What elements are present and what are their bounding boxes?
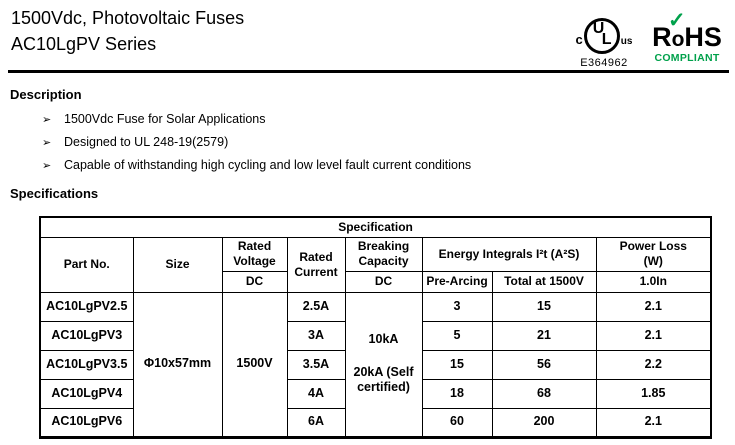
cell-rated-current: 4A bbox=[287, 379, 345, 408]
specification-table bbox=[39, 216, 712, 439]
cell-rated-voltage-merged: 1500V bbox=[222, 292, 287, 437]
rohs-letter-r: R bbox=[652, 22, 672, 52]
table-title-row bbox=[40, 217, 711, 237]
column-header-rated-current: Rated Current bbox=[287, 237, 345, 292]
specification-table-container bbox=[39, 216, 712, 439]
subheader-power-loss-1-0in: 1.0In bbox=[596, 271, 711, 292]
column-header-part-no: Part No. bbox=[40, 237, 133, 292]
ul-mark-row bbox=[570, 16, 638, 54]
cell-pre-arcing: 5 bbox=[422, 321, 492, 350]
list-item-text: Capable of withstanding high cycling and low level fault current conditions bbox=[64, 158, 472, 172]
cell-power-loss: 2.1 bbox=[596, 292, 711, 321]
subheader-rated-voltage-dc: DC bbox=[222, 271, 287, 292]
cell-pre-arcing: 18 bbox=[422, 379, 492, 408]
cell-pre-arcing: 15 bbox=[422, 350, 492, 379]
list-item-text: 1500Vdc Fuse for Solar Applications bbox=[64, 112, 266, 126]
rohs-letters-hs: HS bbox=[684, 22, 722, 52]
cell-pre-arcing: 60 bbox=[422, 408, 492, 437]
rohs-wordmark bbox=[651, 24, 723, 51]
list-item bbox=[0, 112, 471, 135]
title-divider bbox=[8, 70, 729, 73]
list-item bbox=[0, 158, 471, 181]
cell-power-loss: 2.2 bbox=[596, 350, 711, 379]
list-item-text: Designed to UL 248-19(2579) bbox=[64, 135, 229, 149]
specifications-heading: Specifications bbox=[10, 186, 99, 201]
ul-letter-l: L bbox=[601, 31, 612, 48]
column-header-size: Size bbox=[133, 237, 222, 292]
cell-part-no: AC10LgPV3 bbox=[40, 321, 133, 350]
column-header-power-loss bbox=[596, 237, 711, 271]
ul-logo-icon bbox=[584, 18, 620, 54]
table-header-row bbox=[40, 237, 711, 271]
description-list bbox=[0, 112, 471, 181]
table-row bbox=[40, 292, 711, 321]
rohs-certification-mark bbox=[651, 9, 723, 64]
subheader-breaking-capacity-dc: DC bbox=[345, 271, 422, 292]
description-heading: Description bbox=[10, 87, 82, 102]
ul-certification-mark bbox=[570, 16, 638, 69]
cell-rated-current: 6A bbox=[287, 408, 345, 437]
subheader-total-at-1500v: Total at 1500V bbox=[492, 271, 596, 292]
cell-power-loss: 2.1 bbox=[596, 408, 711, 437]
list-item bbox=[0, 135, 471, 158]
rohs-letter-o: o bbox=[671, 28, 685, 51]
breaking-capacity-20ka: 20kA (Self certified) bbox=[353, 364, 414, 395]
column-header-breaking-capacity: Breaking Capacity bbox=[345, 237, 422, 271]
cell-part-no: AC10LgPV4 bbox=[40, 379, 133, 408]
ul-us-label: us bbox=[620, 36, 633, 47]
rohs-compliant-label: COMPLIANT bbox=[654, 52, 720, 64]
arrow-bullet-icon: ➢ bbox=[42, 137, 52, 149]
arrow-bullet-icon: ➢ bbox=[42, 114, 52, 126]
ul-letter-u: U bbox=[592, 20, 605, 37]
cell-total-at-1500v: 15 bbox=[492, 292, 596, 321]
cell-total-at-1500v: 68 bbox=[492, 379, 596, 408]
column-header-energy-integrals: Energy Integrals I²t (A²S) bbox=[422, 237, 596, 271]
page-title-line1: 1500Vdc, Photovoltaic Fuses bbox=[11, 8, 245, 28]
breaking-capacity-10ka: 10kA bbox=[368, 332, 399, 347]
cell-rated-current: 3A bbox=[287, 321, 345, 350]
arrow-bullet-icon: ➢ bbox=[42, 160, 52, 172]
rohs-check-icon: ✓ bbox=[668, 9, 686, 32]
cell-rated-current: 2.5A bbox=[287, 292, 345, 321]
cell-part-no: AC10LgPV2.5 bbox=[40, 292, 133, 321]
column-header-rated-voltage: Rated Voltage bbox=[222, 237, 287, 271]
cell-total-at-1500v: 200 bbox=[492, 408, 596, 437]
table-title: Specification bbox=[40, 217, 711, 237]
cell-part-no: AC10LgPV6 bbox=[40, 408, 133, 437]
cell-part-no: AC10LgPV3.5 bbox=[40, 350, 133, 379]
power-loss-label: Power Loss bbox=[619, 239, 687, 253]
cell-size-merged: Φ10x57mm bbox=[133, 292, 222, 437]
page-title-line2: AC10LgPV Series bbox=[11, 34, 157, 54]
cell-total-at-1500v: 21 bbox=[492, 321, 596, 350]
ul-file-number: E364962 bbox=[580, 57, 628, 69]
cell-power-loss: 1.85 bbox=[596, 379, 711, 408]
subheader-pre-arcing: Pre-Arcing bbox=[422, 271, 492, 292]
cell-rated-current: 3.5A bbox=[287, 350, 345, 379]
page-header bbox=[11, 5, 244, 57]
cell-total-at-1500v: 56 bbox=[492, 350, 596, 379]
ul-canada-label: c bbox=[575, 32, 583, 47]
cell-breaking-capacity-merged bbox=[345, 292, 422, 437]
cell-pre-arcing: 3 bbox=[422, 292, 492, 321]
cell-power-loss: 2.1 bbox=[596, 321, 711, 350]
power-loss-unit: (W) bbox=[643, 254, 663, 268]
